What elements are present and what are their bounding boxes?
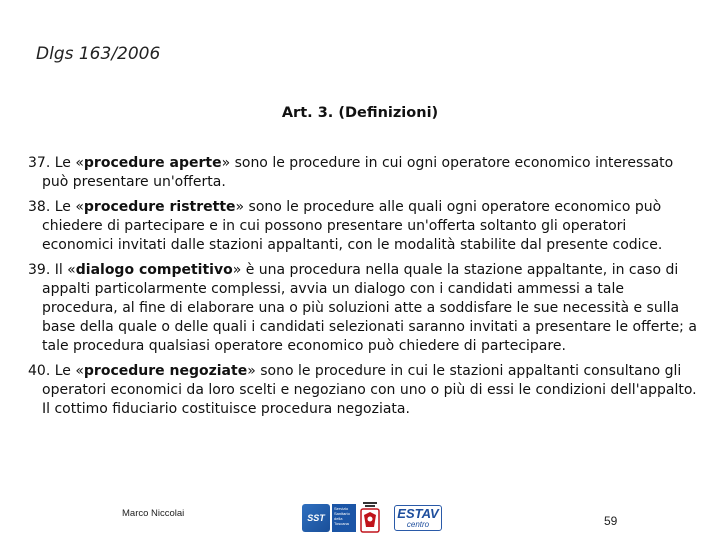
definition-item: 38. Le «procedure ristrette» sono le procedure alle quali ogni operatore economico può chiedere di partecipare e in cui possono presentare un'offerta soltanto gli operatori economici invitati dalle stazioni appaltanti, con le modalità stabilite dal presente codice.: [28, 199, 663, 253]
definition-term: dialogo competitivo: [75, 262, 233, 278]
article-title-text: Art. 3. (Definizioni): [281, 105, 439, 121]
footer-author: Marco Niccolai: [122, 508, 185, 519]
article-title: [0, 105, 720, 121]
ssrt-logo: Servizio Sanitario della Toscana: [332, 504, 356, 532]
definition-item: 39. Il «dialogo competitivo» è una procedura nella quale la stazione appaltante, in caso di appalti particolarmente complessi, avvia un dialogo con i candidati ammessi a tale procedura, al fine di elaborare una o più soluzioni atte a soddisfare le sue necessità e sulla base della quale o delle quali i candidati selezionati saranno invitati a presentare le offerte; a tale procedura qualsiasi operatore economico può chiedere di partecipare.: [28, 262, 697, 354]
estav-logo: ESTAV centro: [394, 505, 442, 531]
sst-logo: SST: [302, 504, 330, 532]
definition-item: 37. Le «procedure aperte» sono le procedure in cui ogni operatore economico interessato può presentare un'offerta.: [28, 155, 674, 190]
definitions-list: [28, 154, 698, 425]
definition-item: 40. Le «procedure negoziate» sono le procedure in cui le stazioni appaltanti consultano gli operatori economici da loro scelti e negoziano con uno o più di essi le condizioni dell'appalto. Il cottimo fiduciario costituisce procedura negoziata.: [28, 363, 697, 417]
regione-toscana-logo: [360, 501, 380, 534]
definition-term: procedure aperte: [83, 155, 222, 171]
definition-term: procedure negoziate: [83, 363, 248, 379]
page-number: 59: [604, 514, 618, 528]
footer-logos: [302, 500, 444, 536]
doc-reference: Dlgs 163/2006: [36, 44, 161, 64]
definition-term: procedure ristrette: [83, 199, 236, 215]
